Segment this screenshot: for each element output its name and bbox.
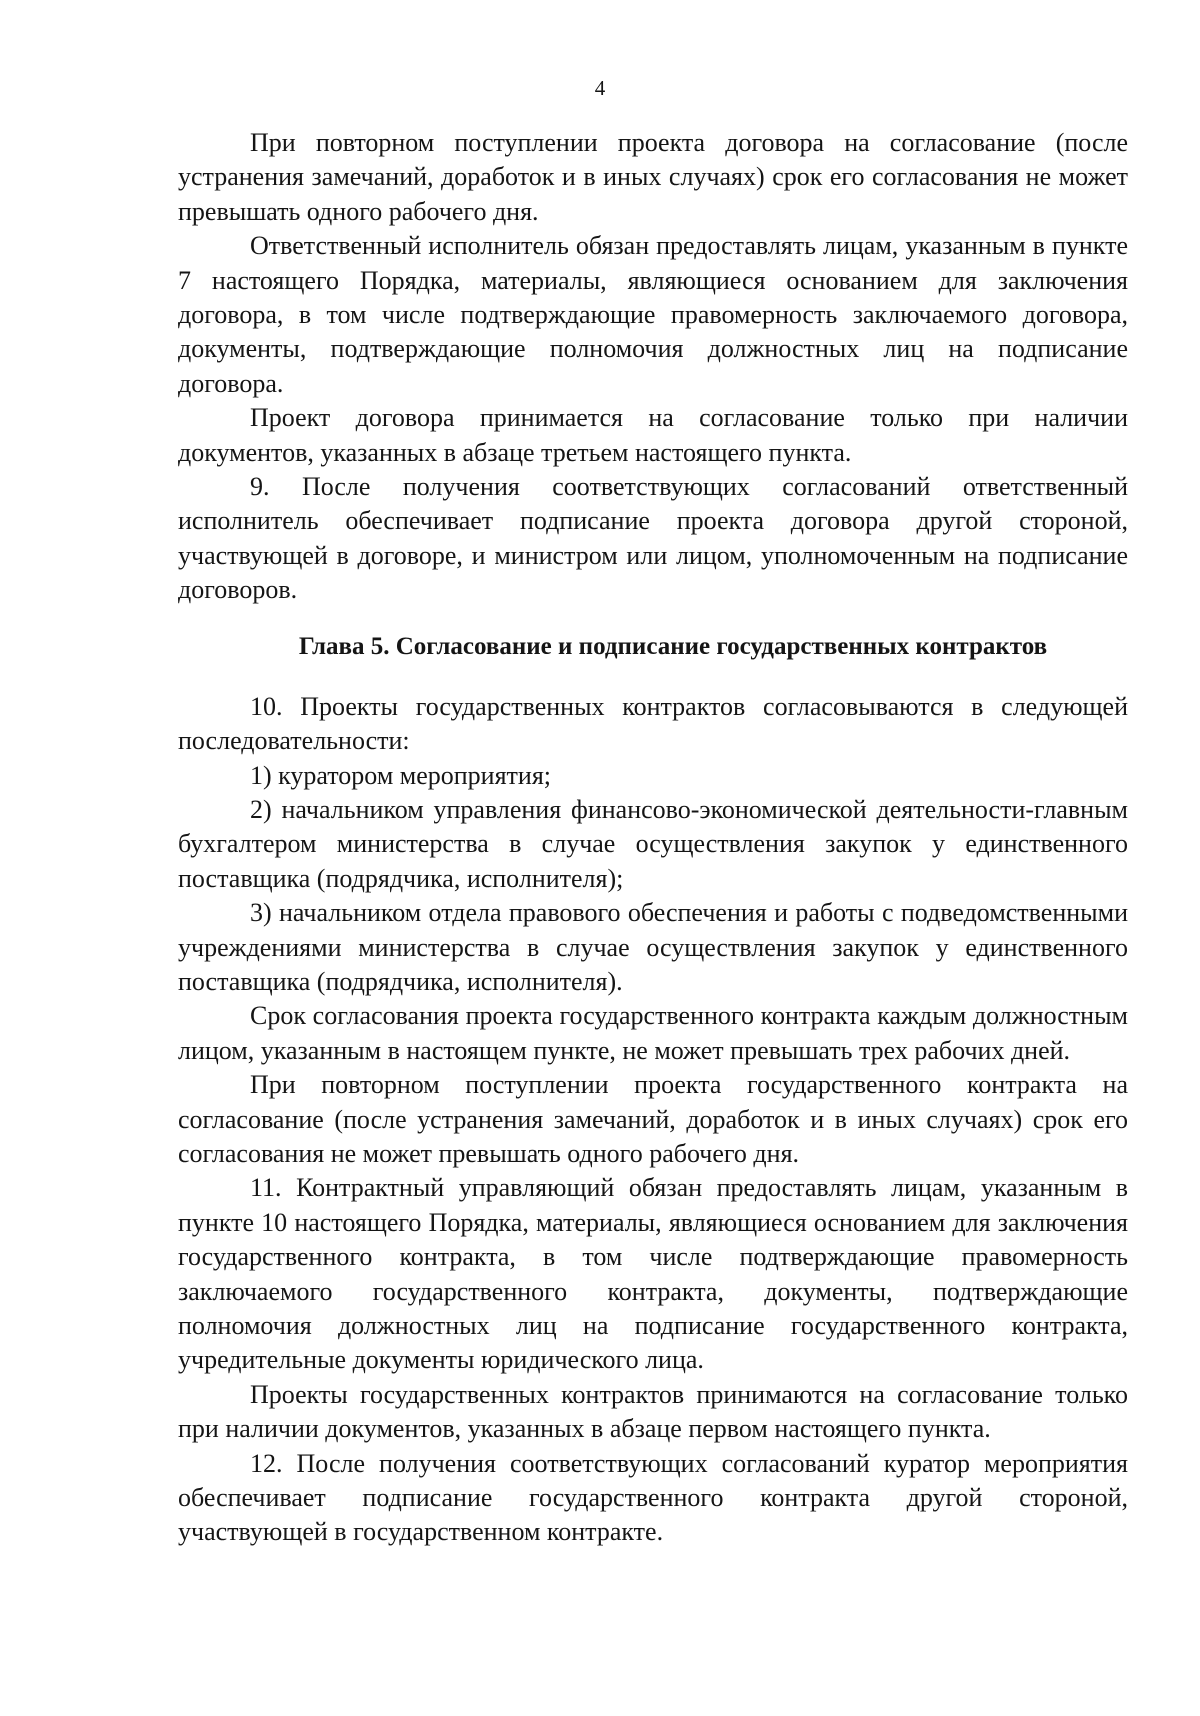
chapter-heading: Глава 5. Согласование и подписание государственных контрактов <box>298 632 1048 660</box>
paragraph-item-12: 12. После получения соответствующих согласований куратор мероприятия обеспечивает подписание государственного контракта другой стороной, участвующей в государственном контракте. <box>178 1448 1128 1547</box>
list-item-2: 2) начальником управления финансово-экономической деятельности-главным бухгалтером министерства в случае осуществления закупок у единственного поставщика (подрядчика, исполнителя); <box>178 794 1128 893</box>
paragraph-item-10: 10. Проекты государственных контрактов согласовываются в следующей последовательности: <box>178 691 1128 756</box>
paragraph-item-11: 11. Контрактный управляющий обязан предоставлять лицам, указанным в пункте 10 настоящего Порядка, материалы, являющиеся основанием для заключения государственного контракта, в том числе подтверждающие правомерность заключаемого государственного контракта, документы, подтверждающие полномочия должностных лиц на подписание государственного контракта, учредительные документы юридического лица. <box>178 1173 1128 1375</box>
list-item-1: 1) куратором мероприятия; <box>250 760 552 790</box>
paragraph-repeat-contract-submission: При повторном поступлении проекта государственного контракта на согласование (после устранения замечаний, доработок и в иных случаях) срок его согласования не может превышать одного рабочего дня. <box>178 1070 1128 1168</box>
paragraph-approval-term: Срок согласования проекта государственного контракта каждым должностным лицом, указанным в настоящем пункте, не может превышать трех рабочих дней. <box>178 1001 1128 1065</box>
list-item-3: 3) начальником отдела правового обеспечения и работы с подведомственными учреждениями министерства в случае осуществления закупок у единственного поставщика (подрядчика, исполнителя). <box>178 898 1128 996</box>
paragraph-repeat-submission: При повторном поступлении проекта договора на согласование (после устранения замечаний, доработок и в иных случаях) срок его согласования не может превышать одного рабочего дня. <box>178 128 1128 226</box>
document-body <box>178 126 1128 1550</box>
paragraph-item-9: 9. После получения соответствующих согласований ответственный исполнитель обеспечивает подписание проекта договора другой стороной, участвующей в договоре, и министром или лицом, уполномоченным на подписание договоров. <box>178 472 1128 605</box>
paragraph-executor-obligations: Ответственный исполнитель обязан предоставлять лицам, указанным в пункте 7 настоящего Порядка, материалы, являющиеся основанием для заключения договора, в том числе подтверждающие правомерность заключаемого договора, документы, подтверждающие полномочия должностных лиц на подписание договора. <box>178 231 1128 398</box>
paragraph-acceptance-condition: Проект договора принимается на согласование только при наличии документов, указанных в абзаце третьем настоящего пункта. <box>178 403 1128 467</box>
paragraph-contract-acceptance-condition: Проекты государственных контрактов принимаются на согласование только при наличии документов, указанных в абзаце первом настоящего пункта. <box>178 1379 1128 1444</box>
page-number: 4 <box>594 76 606 100</box>
